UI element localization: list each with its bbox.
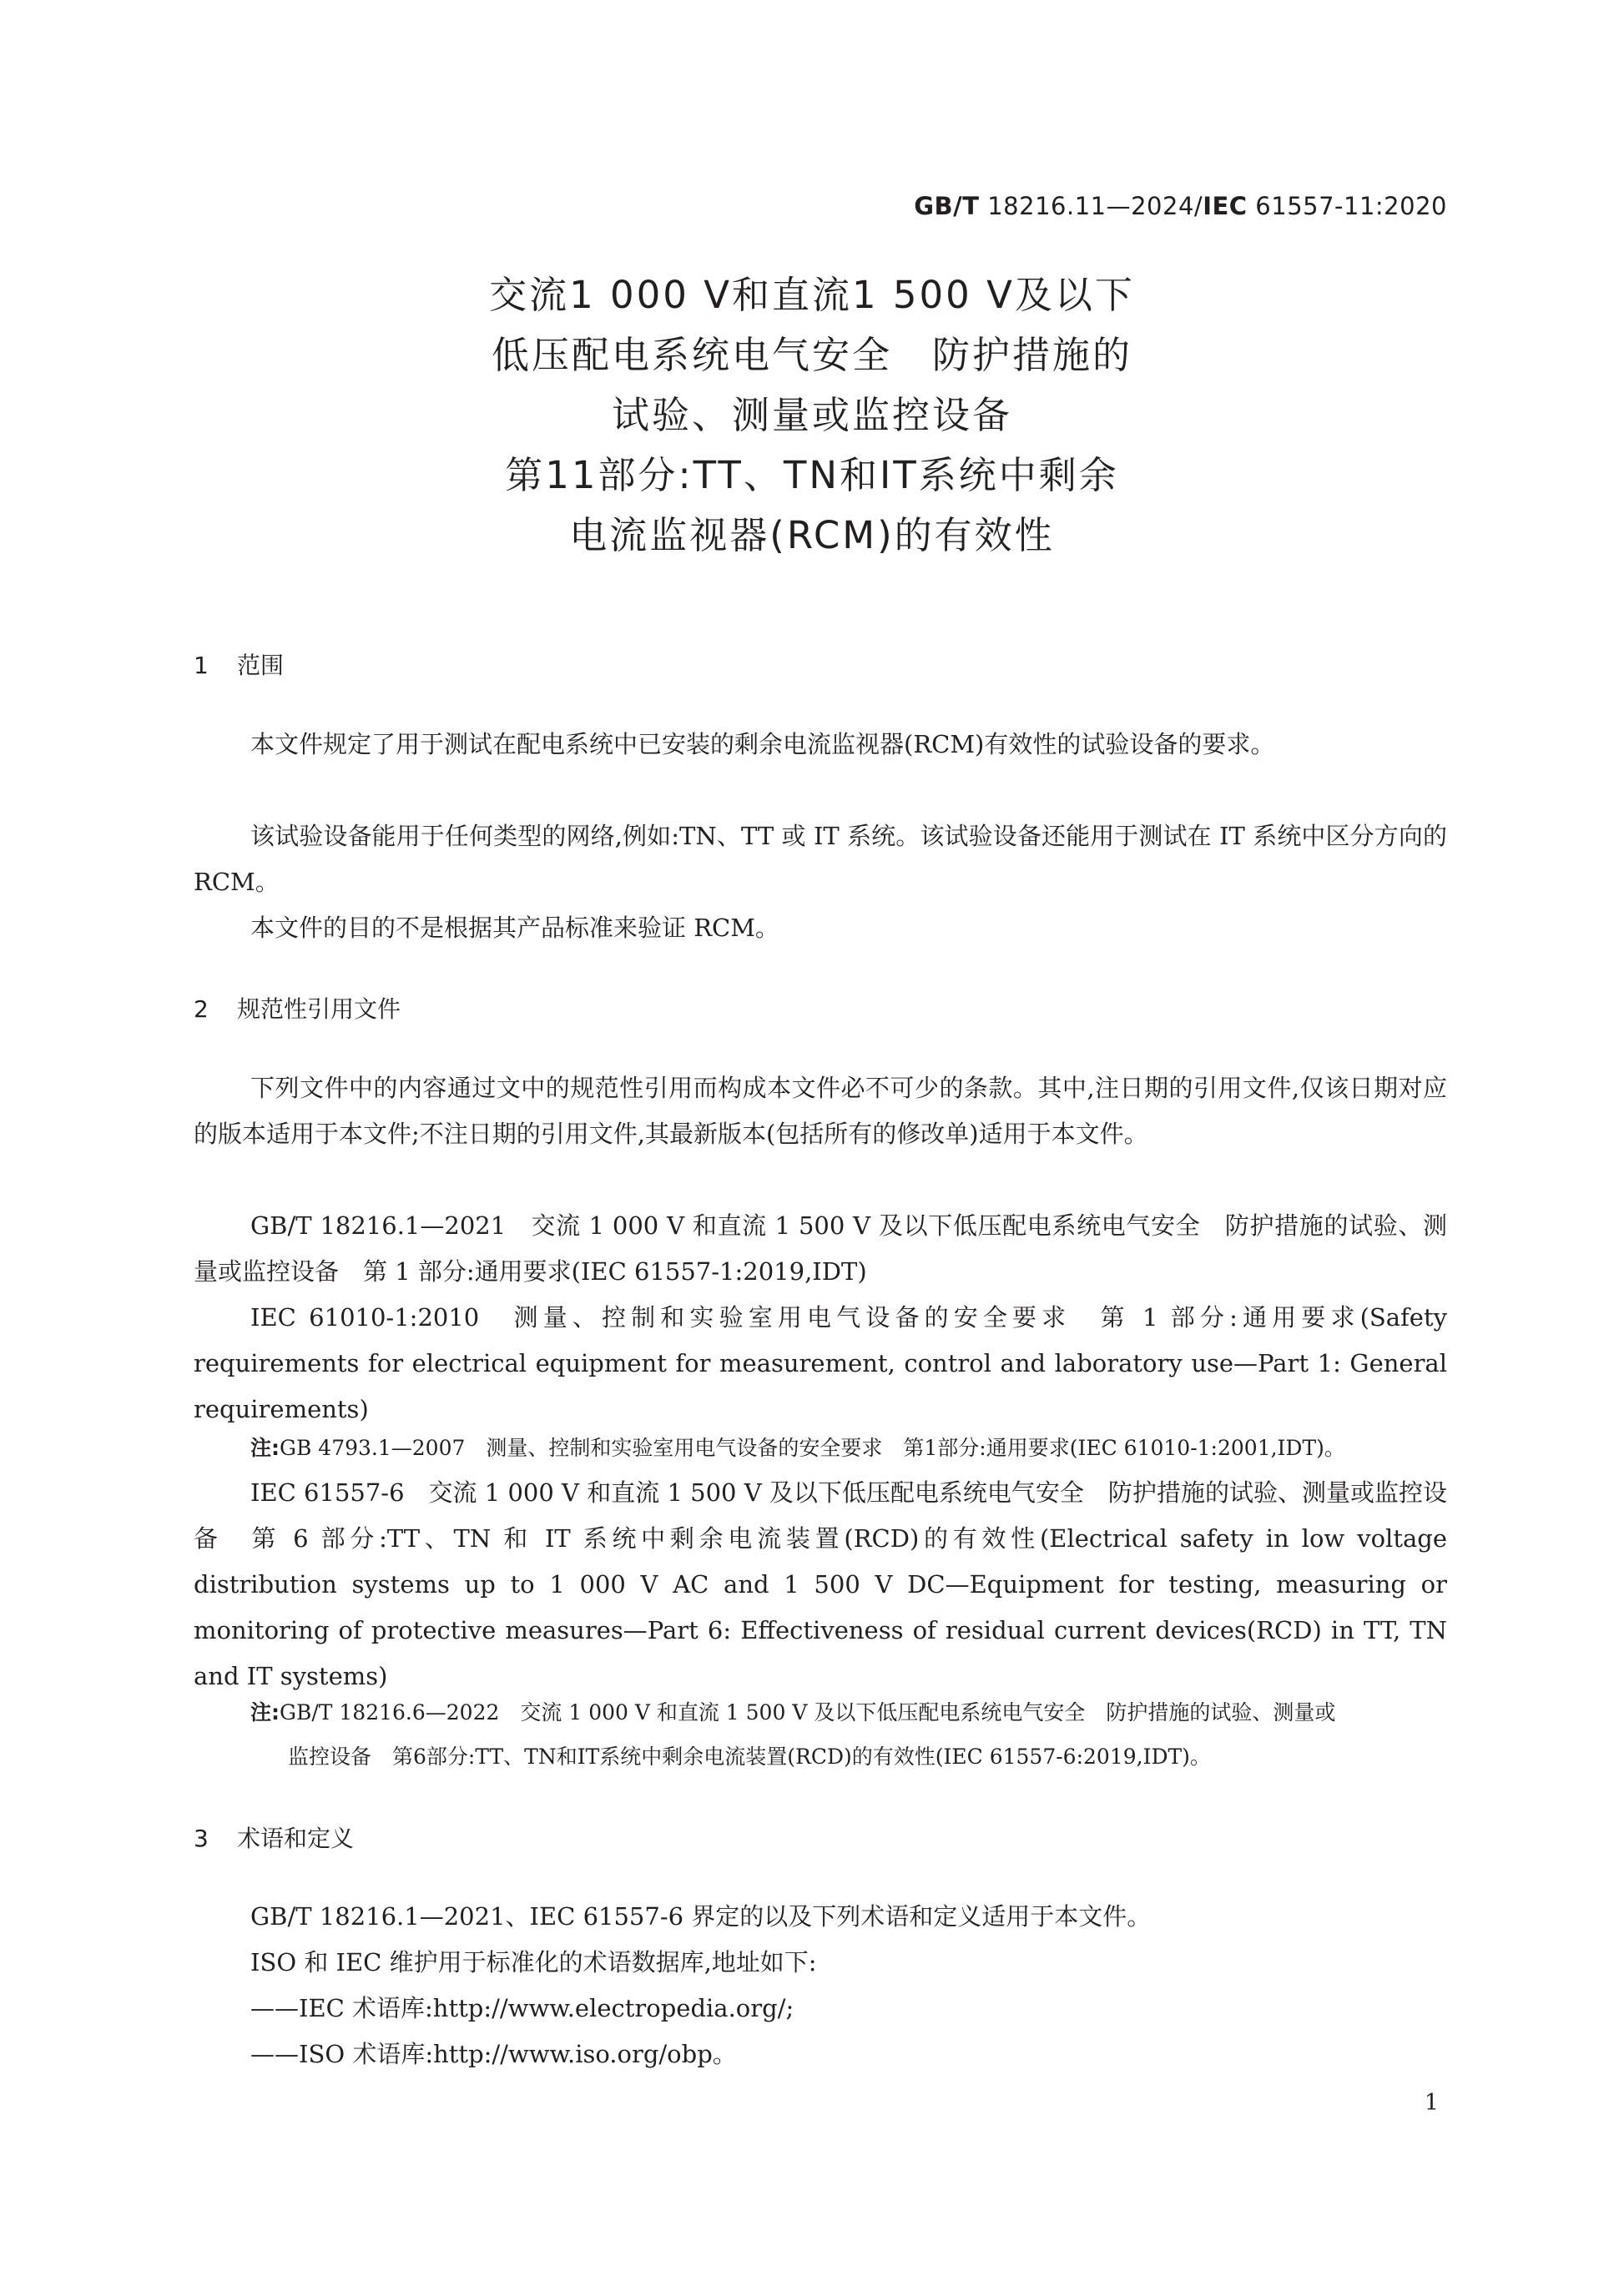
title-line: 低压配电系统电气安全 防护措施的 [491, 333, 1132, 377]
list-item: ——ISO 术语库:http://www.iso.org/obp。 [250, 2040, 737, 2068]
note-label: 注: [250, 1436, 280, 1460]
reference-entry: GB/T 18216.1—2021 交流 1 000 V 和直流 1 500 V 及以下低压配电系统电气安全 防护措施的试验、测量或监控设备 第 1 部分:通用要求(IEC 61557-1:2019,IDT) [194, 1211, 1447, 1286]
note [250, 1690, 1449, 1735]
page-number: 1 [1424, 2090, 1439, 2116]
reference-entry: IEC 61557-6 交流 1 000 V 和直流 1 500 V 及以下低压配电系统电气安全 防护措施的试验、测量或监控设备 第 6 部分:TT、TN 和 IT 系统中剩余电流装置(RCD)的有效性(Electrical safety in low voltage distribution systems up to 1 000 V AC and 1 500 V DC—Equipment for testing, measuring or monitoring of protective measures—Part 6: Effectiveness of residual current devices(RCD) in TT, TN and IT systems) [194, 1478, 1447, 1690]
note-label: 注: [250, 1700, 280, 1725]
code-bold-iec: IEC [1203, 192, 1248, 220]
section-title: 范围 [237, 652, 285, 679]
paragraph: ISO 和 IEC 维护用于标准化的术语数据库,地址如下: [250, 1948, 817, 1976]
code-iec-number: 61557-11:2020 [1247, 192, 1447, 220]
section-number: 3 [194, 1825, 209, 1852]
note-text: GB 4793.1—2007 测量、控制和实验室用电气设备的安全要求 第1部分:通用要求(IEC 61010-1:2001,IDT)。 [280, 1436, 1345, 1460]
section-title: 规范性引用文件 [237, 995, 401, 1023]
standard-code-header [914, 192, 1447, 220]
document-title [0, 265, 1624, 566]
section-number: 1 [194, 652, 209, 679]
section-heading-terms [194, 1820, 354, 1854]
section-heading-scope [194, 647, 284, 681]
note [250, 1426, 1449, 1470]
title-line: 电流监视器(RCM)的有效性 [569, 513, 1055, 557]
reference-entry: IEC 61010-1:2010 测量、控制和实验室用电气设备的安全要求 第 1 部分:通用要求(Safety requirements for electrical equipment for measurement, control and laboratory use—Part 1: General requirements) [194, 1303, 1447, 1423]
paragraph: 该试验设备能用于任何类型的网络,例如:TN、TT 或 IT 系统。该试验设备还能用于测试在 IT 系统中区分方向的 RCM。 [194, 822, 1447, 896]
code-bold-gbt: GB/T [914, 192, 980, 220]
paragraph: 下列文件中的内容通过文中的规范性引用而构成本文件必不可少的条款。其中,注日期的引用文件,仅该日期对应的版本适用于本文件;不注日期的引用文件,其最新版本(包括所有的修改单)适用于本文件。 [194, 1074, 1447, 1148]
section-title: 术语和定义 [237, 1825, 355, 1852]
section-heading-normative-references [194, 991, 401, 1025]
paragraph: 本文件的目的不是根据其产品标准来验证 RCM。 [250, 914, 779, 942]
list-item: ——IEC 术语库:http://www.electropedia.org/; [250, 1994, 794, 2022]
title-line: 交流1 000 V和直流1 500 V及以下 [489, 273, 1135, 317]
paragraph: GB/T 18216.1—2021、IEC 61557-6 界定的以及下列术语和定义适用于本文件。 [250, 1902, 1152, 1931]
title-line: 试验、测量或监控设备 [611, 393, 1012, 437]
code-number: 18216.11—2024/ [979, 192, 1203, 220]
note-continuation: 监控设备 第6部分:TT、TN和IT系统中剩余电流装置(RCD)的有效性(IEC 61557-6:2019,IDT)。 [288, 1745, 1211, 1769]
section-number: 2 [194, 995, 209, 1023]
paragraph: 本文件规定了用于测试在配电系统中已安装的剩余电流监视器(RCM)有效性的试验设备的要求。 [250, 730, 1275, 758]
note-text: GB/T 18216.6—2022 交流 1 000 V 和直流 1 500 V 及以下低压配电系统电气安全 防护措施的试验、测量或 [280, 1700, 1336, 1725]
title-line: 第11部分:TT、TN和IT系统中剩余 [505, 453, 1119, 497]
